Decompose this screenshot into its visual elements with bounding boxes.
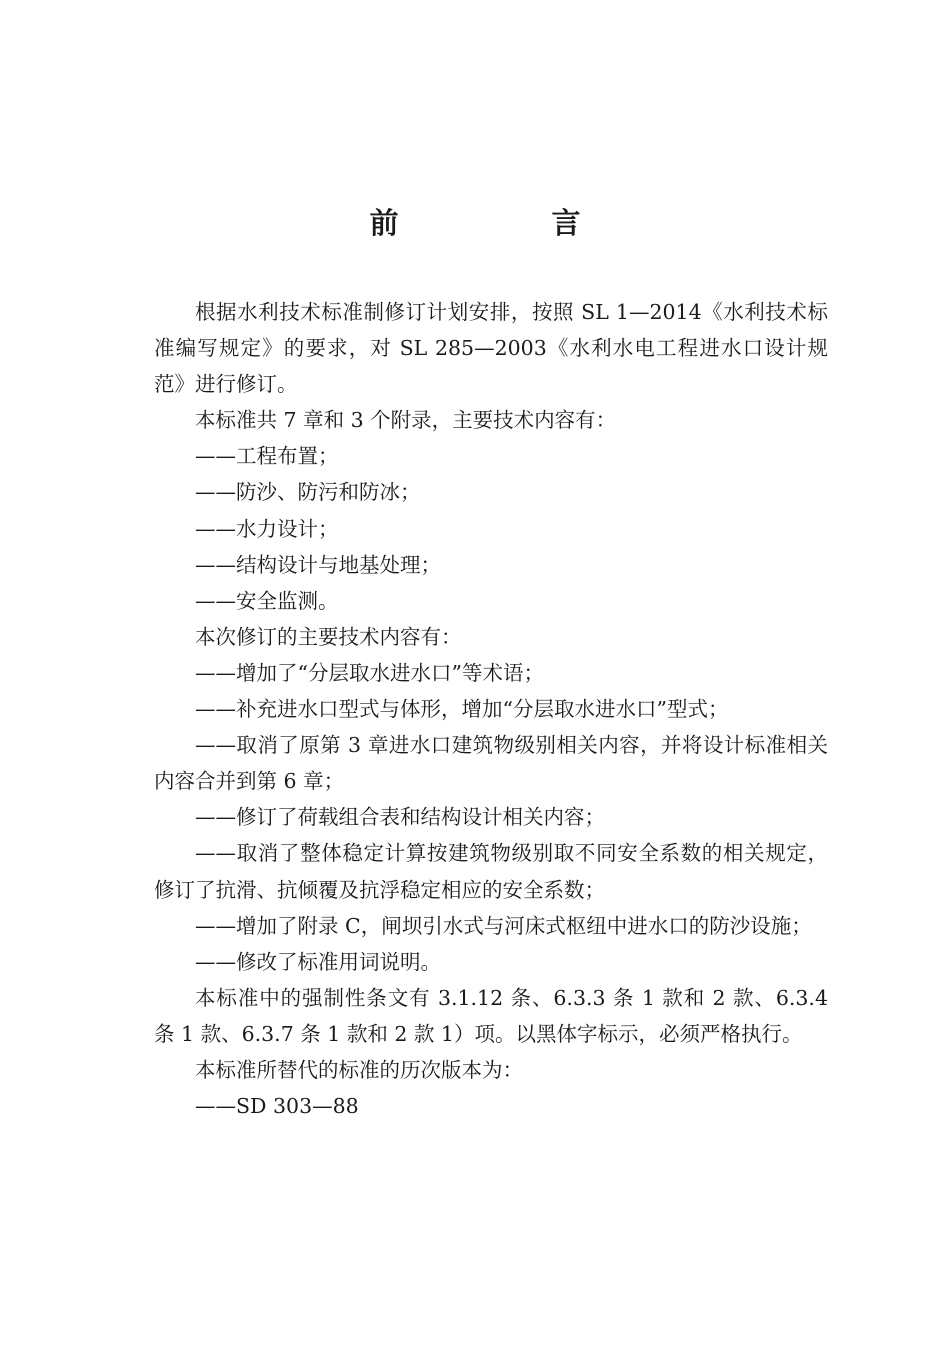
page-title: 前 言	[369, 206, 643, 240]
list-item: ——结构设计与地基处理；	[195, 552, 441, 577]
list-item: ——安全监测。	[195, 588, 339, 613]
list-item: ——取消了原第 3 章进水口建筑物级别相关内容，并将设计标准相关内容合并到第 6 章；	[154, 733, 828, 794]
paragraph-contents-intro: 本标准共 7 章和 3 个附录，主要技术内容有：	[195, 408, 617, 433]
paragraph-revision-intro: 本次修订的主要技术内容有：	[195, 624, 462, 649]
list-item: ——水力设计；	[195, 516, 339, 541]
list-item: ——修订了荷载组合表和结构设计相关内容；	[195, 805, 605, 830]
preface-body	[154, 294, 828, 1124]
paragraph-mandatory-clauses: 本标准中的强制性条文有 3.1.12 条、6.3.3 条 1 款和 2 款、6.3.4 条 1 款、6.3.7 条 1 款和 2 款 1）项。以黑体字标示，必须严格执行。	[154, 985, 828, 1046]
list-item: ——增加了附录 C，闸坝引水式与河床式枢纽中进水口的防沙设施；	[195, 913, 812, 938]
list-item: ——防沙、防污和防冰；	[195, 480, 421, 505]
list-item: ——增加了“分层取水进水口”等术语；	[195, 660, 544, 685]
list-item: ——补充进水口型式与体形，增加“分层取水进水口”型式；	[195, 697, 729, 722]
paragraph-revision-basis: 根据水利技术标准制修订计划安排，按照 SL 1—2014《水利技术标准编写规定》的要求，对 SL 285—2003《水利水电工程进水口设计规范》进行修订。	[154, 300, 828, 397]
list-item: ——工程布置；	[195, 444, 339, 469]
list-item: ——取消了整体稳定计算按建筑物级别取不同安全系数的相关规定，修订了抗滑、抗倾覆及抗浮稳定相应的安全系数；	[154, 841, 828, 902]
list-item: ——SD 303—88	[195, 1094, 359, 1119]
paragraph-superseded-intro: 本标准所替代的标准的历次版本为：	[195, 1057, 523, 1082]
list-item: ——修改了标准用词说明。	[195, 949, 441, 974]
